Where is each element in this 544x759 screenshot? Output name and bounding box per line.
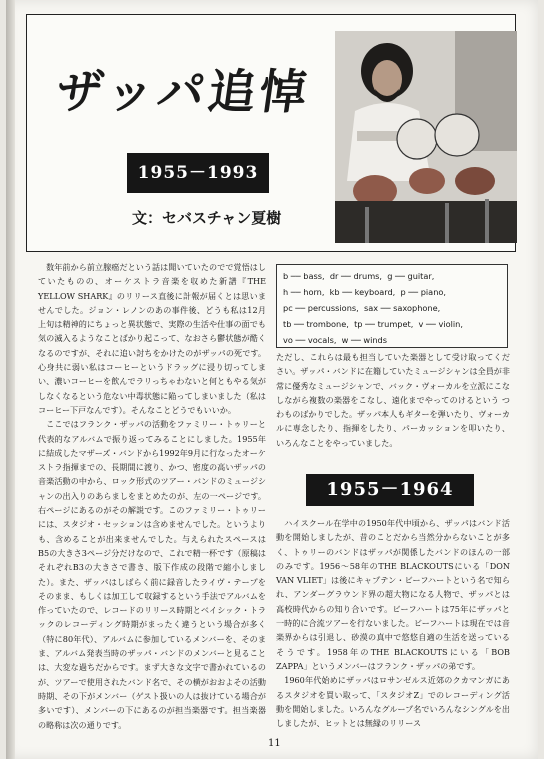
author-credit: 文：セバスチャン夏樹 <box>132 209 282 227</box>
paragraph: 数年前から前立腺癌だという話は聞いていたのでで覚悟はしていたものの、オーケストラ音楽を収めた新譜『THE YELLOW SHARK』のリリース直後に計報が届くとは思いませんでした。ジョン・レノンのあの事件後、どうも私は12月上旬は精神的にちょっと異状態で、実際の生活や仕事の面でも気の滅入るようなことばかり起こって、なおさら鬱状態が酷くなるのですが、それに追い討ちをかけたのがザッパの死です。心身共に弱い私はコーヒーというドラッグに浸り切ってしまい、濃いコーヒーを飲んでラリっちゃわないと何ともやる気がしなくなるという危ない中毒状態に陥ってしまいました（私はコーヒー下戸なんです）。そんなことどうでもいいか。 <box>38 262 266 415</box>
abbreviation-line: b ── bass, dr ── drums, g ── guitar, <box>283 271 435 281</box>
abbreviation-line: pc ── percussions, sax ── saxophone, <box>283 303 441 313</box>
right-column-text-top <box>276 350 510 450</box>
abbreviation-line: h ── horn, kb ── keyboard, p ── piano, <box>283 287 447 297</box>
right-column-text-bottom <box>276 516 510 730</box>
paragraph: ただし、これらは最も担当していた楽器として受け取ってください。ザッパ・バンドに在籍していたミュージシャンは全員が非常に優秀なミュージシャンで、バック・ヴォーカルを立派にこなしながら複数の楽器をこなし、遠化までやってのけるという つわものばかりでした。ザッパ本人もギターを弾いたり、ヴォーカルに専念したり、指揮をしたり、パーカッションを叩いたり、いろんなことをやっていました。 <box>276 352 510 448</box>
magazine-page <box>6 0 538 759</box>
article-header <box>26 14 516 252</box>
paragraph: ここではフランク・ザッパの活動をファミリー・トゥリーと代表的なアルバムで振り返ってみることにしました。1955年に結成したマザーズ・バンドから1992年9月に行なったオーケストラ指揮までの、長期間に渡り、かつ、密度の高いザッパの音楽活動の中から、ロック形式のツアー・バンドのミュージシャンの出入りのあらましをまとめたのが、左の一ページです。右ページにあるのがその解説です。このファミリー・トゥリーには、スタジオ・セッションは含めませんでした。というよりも、含めることが出来ませんでした。与えられたスペースはB5の大きさ3ページ分だけなので、これで精一杯です（原稿はそれぞれB3の大きさで書き、版下作成の段階で縮小しました）。また、ザッパはしばらく前に録音したライヴ・テープをそのまま、もしくは加工して収録するという手法でアルバムを作っていたので、レコードのリリース時期とベイシック・トラックのレコーディング時期がまったく違うという場合が多く（特に80年代）、アルバムに参加しているメンバーを、そのまま、アルバム発表当時のザッパ・バンドのメンバーと見ることは、大変な過ちだからです。まず大きな文字で書かれているのが、ツアーで使用されたバンド名で、その横がおおよその活動時期、その下がメンバー（ゲスト扱いの人は抜けている場合が多いです）、メンバーの下にあるのが担当楽器です。担当楽器の略称は次の通りです。 <box>38 419 266 730</box>
life-years-banner: 1955－1993 <box>127 153 269 193</box>
instrument-abbreviations-box <box>276 264 508 348</box>
page-number: 11 <box>268 738 281 749</box>
left-column-text <box>38 260 266 732</box>
page-spine <box>6 0 15 759</box>
paragraph: ハイスクール在学中の1950年代中頃から、ザッパはバンド活動を開始しましたが、昔のことだから当然分からないことが多く、トゥリーのバンドはザッパが関係したバンドのほんの一部のみです。1956～58年のTHE BLACKOUTSにいる「DON VAN VLIET」は後にキャプテン・ビーフハートという名で知られ、アンダーグラウンド界の超大物になる人物で、ザッパとは高校時代からの知り合いです。ビーフハートは75年にザッパと一時的に合流ツアーを行ないました。ビーフハートは現在では音楽界からは引退し、砂漠の真中で悠悠自適の生活を送っているそうです。1958年のTHE BLACKOUTSにいる「BOB ZAPPA」というメンバーはフランク・ザッパの弟です。 <box>276 518 510 671</box>
abbreviation-line: tb ── trombone, tp ── trumpet, v ── violin, <box>283 319 463 329</box>
abbreviation-line: vo ── vocals, w ── winds <box>283 335 388 345</box>
paragraph: 1960年代始めにザッパはロサンゼルス近郊のクカマンガにあるスタジオを買い取って、「スタジオZ」でのレコーディング活動を開始しました。いろんなグループ名でいろんなシングルを出しましたが、ヒットとは無縁のリリース <box>276 675 510 729</box>
musician-with-drums-illustration <box>335 31 517 243</box>
section-heading-banner: 1955－1964 <box>306 474 474 506</box>
article-title: ザッパ追悼 <box>52 65 315 120</box>
portrait-photo <box>335 31 517 243</box>
